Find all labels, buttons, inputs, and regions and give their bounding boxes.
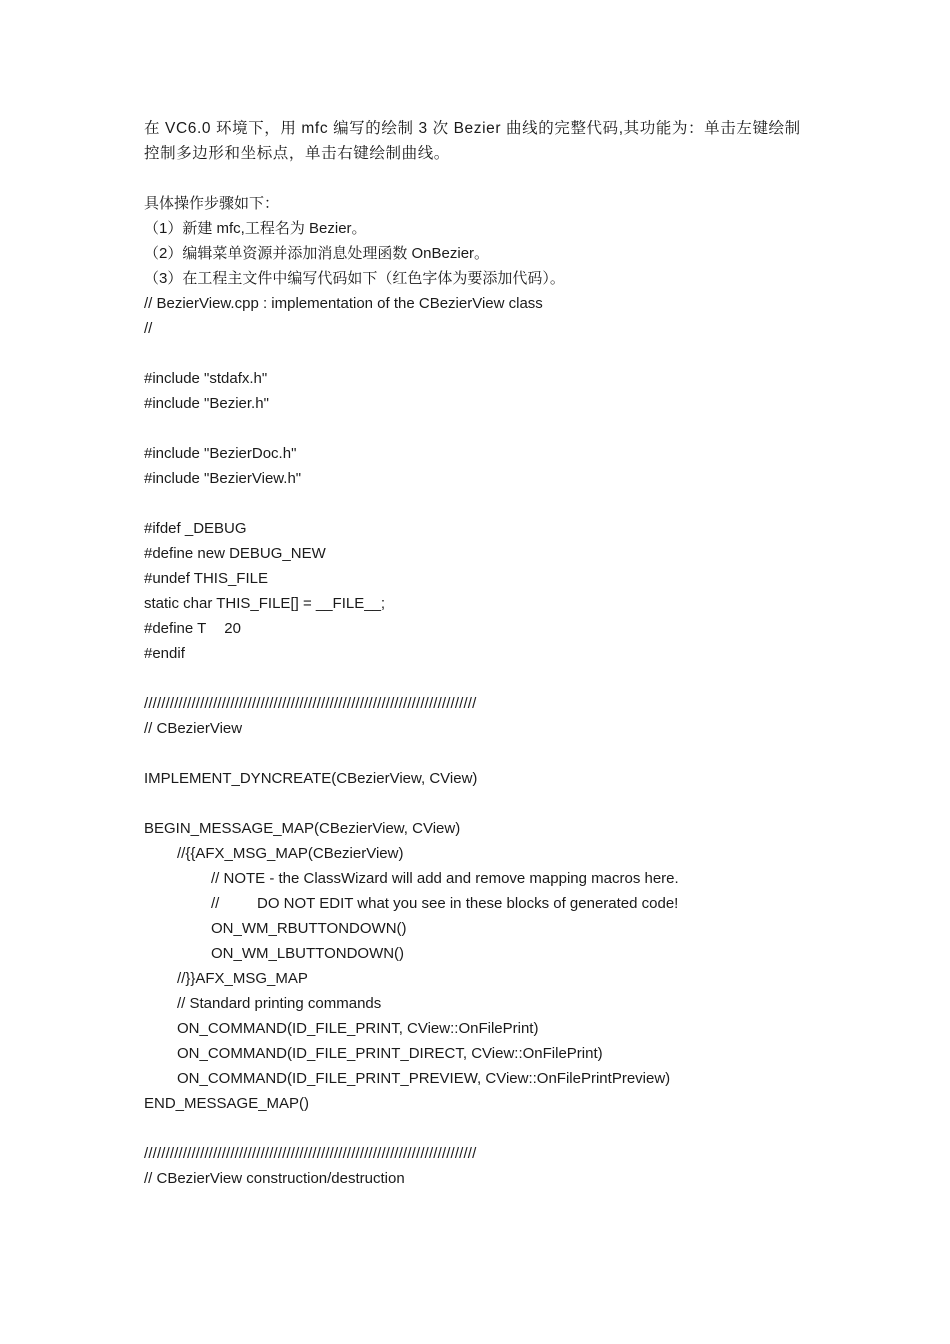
code-begin-map: BEGIN_MESSAGE_MAP(CBezierView, CView) (144, 820, 461, 837)
code-cmd-print-preview: ON_COMMAND(ID_FILE_PRINT_PREVIEW, CView::OnFilePrintPreview) (177, 1070, 671, 1087)
blank-line (144, 791, 824, 816)
step-2: （2）编辑菜单资源并添加消息处理函数 OnBezier。 (144, 245, 490, 262)
code-on-lbutton: ON_WM_LBUTTONDOWN() (211, 945, 405, 962)
step-3: （3）在工程主文件中编写代码如下（红色字体为要添加代码）。 (144, 270, 565, 287)
intro-line-2: 控制多边形和坐标点，单击右键绘制曲线。 (144, 145, 450, 162)
step-1: （1）新建 mfc,工程名为 Bezier。 (144, 220, 367, 237)
code-define-t-value: 20 (224, 620, 241, 637)
code-do-not-edit-prefix: // (211, 895, 220, 912)
code-do-not-edit: DO NOT EDIT what you see in these blocks of generated code! (257, 895, 679, 912)
code-header-comment: // BezierView.cpp : implementation of the CBezierView class (144, 295, 543, 312)
blank-line (144, 1116, 824, 1141)
code-define-new: #define new DEBUG_NEW (144, 545, 326, 562)
code-cmd-print-direct: ON_COMMAND(ID_FILE_PRINT_DIRECT, CView::OnFilePrint) (177, 1045, 603, 1062)
steps-heading: 具体操作步骤如下： (144, 195, 280, 212)
blank-line (144, 166, 824, 191)
code-afx-begin: //{{AFX_MSG_MAP(CBezierView) (177, 845, 404, 862)
separator-line: ///////////////////////////////////////////////////////////////////////////// (144, 695, 477, 712)
blank-line (144, 416, 824, 441)
code-end-map: END_MESSAGE_MAP() (144, 1095, 310, 1112)
blank-line (144, 741, 824, 766)
code-include-stdafx: #include "stdafx.h" (144, 370, 268, 387)
code-note: // NOTE - the ClassWizard will add and remove mapping macros here. (211, 870, 679, 887)
code-class-comment: // CBezierView (144, 720, 243, 737)
code-do-not-edit-line (144, 891, 824, 916)
code-include-view: #include "BezierView.h" (144, 470, 302, 487)
code-include-bezier: #include "Bezier.h" (144, 395, 269, 412)
code-define-t-name: #define T (144, 620, 207, 637)
document-page (144, 116, 824, 1191)
code-cmd-print: ON_COMMAND(ID_FILE_PRINT, CView::OnFilePrint) (177, 1020, 539, 1037)
blank-line (144, 341, 824, 366)
code-define-t (144, 616, 824, 641)
code-on-rbutton: ON_WM_RBUTTONDOWN() (211, 920, 407, 937)
code-static-char: static char THIS_FILE[] = __FILE__; (144, 595, 386, 612)
code-comment-blank: // (144, 320, 153, 337)
code-undef: #undef THIS_FILE (144, 570, 268, 587)
blank-line (144, 491, 824, 516)
code-construction-comment: // CBezierView construction/destruction (144, 1170, 405, 1187)
separator-line: ///////////////////////////////////////////////////////////////////////////// (144, 1145, 477, 1162)
code-include-doc: #include "BezierDoc.h" (144, 445, 297, 462)
code-afx-end: //}}AFX_MSG_MAP (177, 970, 308, 987)
code-implement: IMPLEMENT_DYNCREATE(CBezierView, CView) (144, 770, 478, 787)
intro-line-1: 在 VC6.0 环境下，用 mfc 编写的绘制 3 次 Bezier 曲线的完整代码,其功能为：单击左键绘制 (144, 120, 801, 137)
code-printing-comment: // Standard printing commands (177, 995, 382, 1012)
blank-line (144, 666, 824, 691)
code-ifdef: #ifdef _DEBUG (144, 520, 247, 537)
code-endif: #endif (144, 645, 185, 662)
